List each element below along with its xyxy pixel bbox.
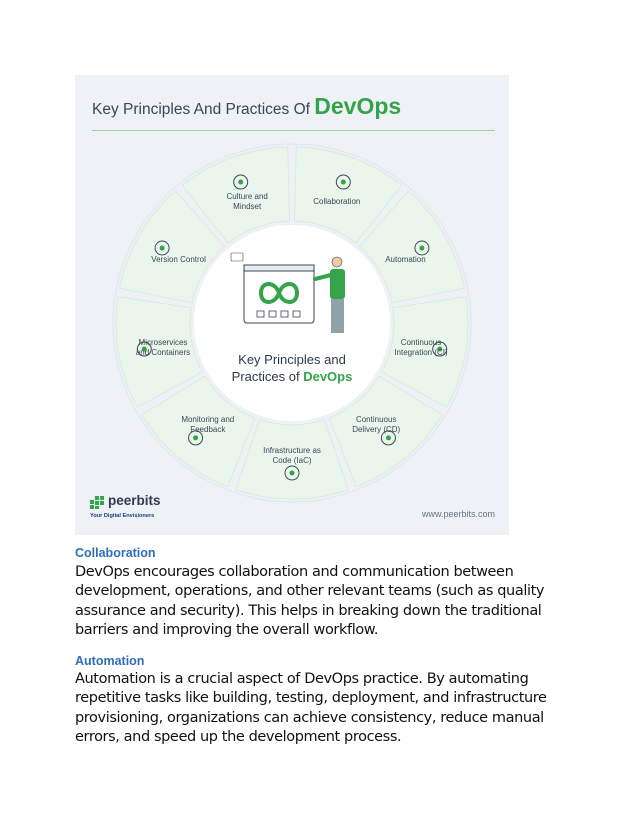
person-head [332, 257, 342, 267]
title-accent: DevOps [314, 93, 402, 119]
section-heading-automation: Automation [75, 654, 145, 668]
segment-label: Automation [385, 254, 426, 264]
center-title-line1: Key Principles and [238, 352, 346, 367]
brand-name: peerbits [108, 493, 161, 508]
person-legs [331, 299, 344, 333]
section-body-automation: Automation is a crucial aspect of DevOps practice. By automating repetitive tasks like building, testing, deployment, and infrastructure provisioning, organizations can achieve consistency, reduce manual errors, and speed up the development process. [75, 671, 547, 746]
segment-label: Infrastructure as Code (IaC) [263, 446, 321, 465]
center-title-accent: DevOps [303, 369, 353, 384]
title-text: Key Principles And Practices Of [92, 101, 310, 118]
code-tag-icon [231, 253, 243, 261]
center-title-line2: Practices of [231, 369, 300, 384]
segment-label: Culture and Mindset [226, 191, 268, 211]
segment-label: Version Control [151, 254, 206, 264]
website-url: www.peerbits.com [421, 509, 495, 519]
section-body-collaboration: DevOps encourages collaboration and communication between development, operations, and other relevant teams (such as quality assurance and security). This helps in breaking down the traditional barriers and improving the overall workflow. [75, 564, 545, 639]
segment-label: Monitoring and Feedback [181, 415, 235, 435]
segment-label: Collaboration [313, 196, 361, 206]
devops-infographic [75, 75, 509, 535]
segment-label: Continuous Delivery (CD) [352, 415, 401, 435]
principles-wheel [75, 75, 509, 535]
segment-label: Microservices and Containers [135, 337, 191, 357]
segment-label: Continuous Integration (CI) [394, 337, 448, 357]
center-title [222, 351, 362, 385]
brand-tagline: Your Digital Envisioners [90, 513, 155, 519]
section-heading-collaboration: Collaboration [75, 546, 156, 560]
